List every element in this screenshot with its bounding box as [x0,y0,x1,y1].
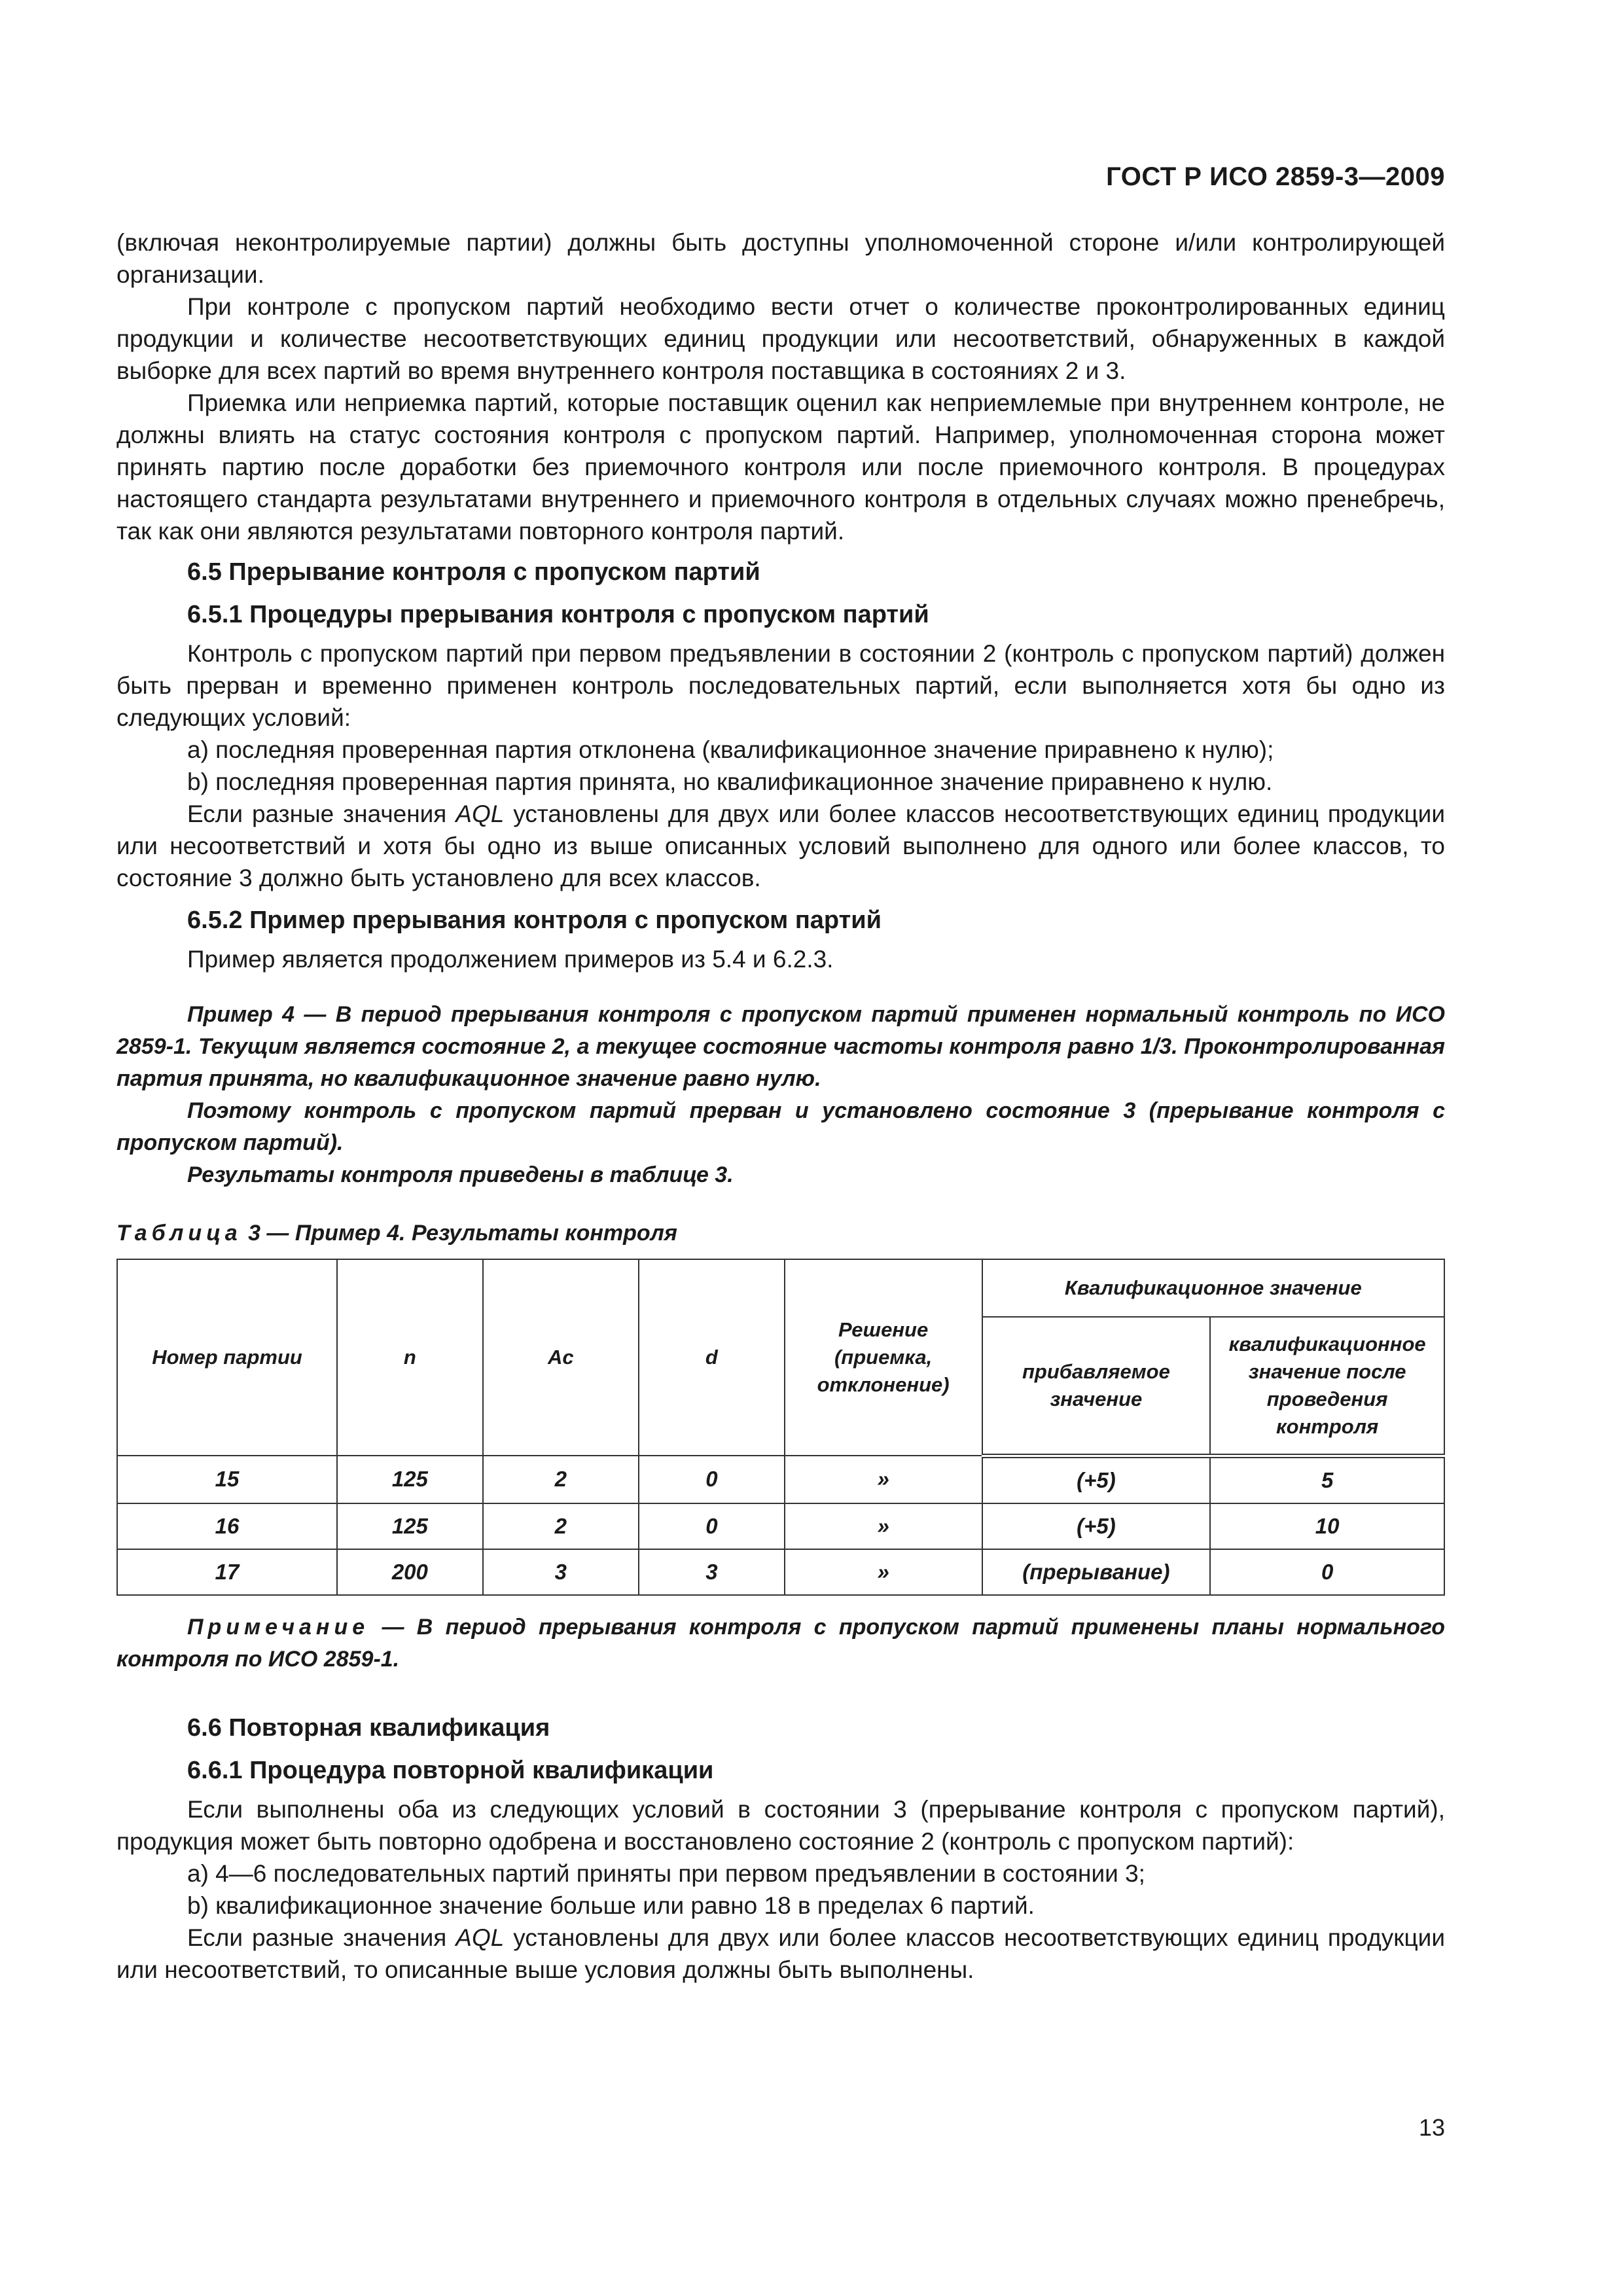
table-cell: 3 [639,1549,785,1595]
header-ac: Ac [483,1259,639,1456]
aql-term: AQL [455,800,505,827]
header-qualification-group: Квалификационное значение [982,1259,1444,1317]
table-cell: 200 [337,1549,483,1595]
table-cell: (+5) [982,1456,1211,1503]
paragraph: Пример является продолжением примеров из 5.4 и 6.2.3. [187,946,834,973]
table-row [117,1503,1444,1549]
table-note-text: — В период прерывания контроля с пропуском партий применены планы нормального контроля по ИСО 2859-1. [116,1614,1445,1672]
header-decision: Решение (приемка, отклонение) [785,1259,982,1456]
header-d: d [639,1259,785,1456]
list-item: b) последняя проверенная партия принята, но квалификационное значение приравнено к нулю. [187,768,1273,795]
paragraph-aql [116,1922,1445,1986]
section-title-6-6-1: 6.6.1 Процедура повторной квалификации [187,1756,714,1784]
table-cell: 2 [483,1456,639,1503]
table-caption-text: 3 — Пример 4. Результаты контроля [241,1221,677,1246]
page-number: 13 [1418,2114,1445,2141]
table-cell: 16 [117,1503,337,1549]
document-page [116,0,1445,2296]
text-span: Если разные значения [187,800,456,827]
text-span: установлены для двух или более классов несоответствующих единиц продукции или несоответствий, то описанные выше условия должны быть выполнены. [116,1924,1445,1983]
table-cell: 2 [483,1503,639,1549]
table-cell: 15 [117,1456,337,1503]
table-caption [116,1217,1445,1249]
header-lot-number: Номер партии [117,1259,337,1456]
table-cell: 5 [1210,1456,1444,1503]
section-title-6-5-2: 6.5.2 Пример прерывания контроля с пропуском партий [187,906,882,934]
example-paragraph: Результаты контроля приведены в таблице 3. [187,1162,734,1187]
results-table [116,1259,1445,1596]
list-item: a) 4—6 последовательных партий приняты при первом предъявлении в состоянии 3; [187,1859,1145,1887]
table-cell: » [785,1456,982,1503]
table-cell: » [785,1549,982,1595]
example-paragraph: Поэтому контроль с пропуском партий прерван и установлено состояние 3 (прерывание контроля с пропуском партий). [116,1098,1445,1155]
section-title-6-6: 6.6 Повторная квалификация [187,1713,550,1742]
table-cell: 17 [117,1549,337,1595]
table-cell: 0 [639,1503,785,1549]
document-body [116,226,1445,1986]
text-span: установлены для двух или более классов несоответствующих единиц продукции или несоответствий и хотя бы одно из выше описанных условий выполнено для одного или более классов, то состояние 3 должно быть установлено для всех классов. [116,800,1445,891]
section-title-6-5-1: 6.5.1 Процедуры прерывания контроля с пропуском партий [187,601,929,628]
paragraph: Контроль с пропуском партий при первом предъявлении в состоянии 2 (контроль с пропуском партий) должен быть прерван и временно применен контроль последовательных партий, если выполняется хотя бы одно из следующих условий: [116,640,1445,731]
table-note [116,1611,1445,1676]
table-cell: 125 [337,1503,483,1549]
table-cell: 0 [1210,1549,1444,1595]
table-cell: 0 [639,1456,785,1503]
paragraph: При контроле с пропуском партий необходимо вести отчет о количестве проконтролированных единиц продукции и количестве несоответствующих единиц продукции или несоответствий, обнаруженных в каждой выборке для всех партий во время внутреннего контроля поставщика в состояниях 2 и 3. [116,293,1445,384]
paragraph-continuation: (включая неконтролируемые партии) должны быть доступны уполномоченной стороне и/или контролирующей организации. [116,229,1445,288]
list-item: a) последняя проверенная партия отклонена (квалификационное значение приравнено к нулю); [187,736,1274,763]
table-cell: (+5) [982,1503,1211,1549]
paragraph: Приемка или неприемка партий, которые поставщик оценил как неприемлемые при внутреннем контроле, не должны влиять на статус состояния контроля с пропуском партий. Например, уполномоченная сторона может принять партию после доработки без приемочного контроля или после приемочного контроля. В процедурах настоящего стандарта результатами внутреннего и приемочного контроля в отдельных случаях можно пренебречь, так как они являются результатами повторного контроля партий. [116,389,1445,545]
example-paragraph: Пример 4 — В период прерывания контроля с пропуском партий применен нормальный контроль по ИСО 2859-1. Текущим является состояние 2, а текущее состояние частоты контроля равно 1/3. Проконтролированная партия принята, но квалификационное значение равно нулю. [116,1002,1445,1091]
table-row [117,1456,1444,1503]
paragraph-aql [116,798,1445,894]
text-span: Если разные значения [187,1924,456,1951]
header-added-value: прибавляемое значение [982,1317,1211,1456]
section-title-6-5: 6.5 Прерывание контроля с пропуском партий [187,558,760,586]
standard-code-header: ГОСТ Р ИСО 2859-3—2009 [1106,162,1445,191]
table-cell: (прерывание) [982,1549,1211,1595]
aql-term: AQL [455,1924,505,1951]
table-cell: 10 [1210,1503,1444,1549]
table-row [117,1549,1444,1595]
table-cell: » [785,1503,982,1549]
table-cell: 125 [337,1456,483,1503]
header-n: n [337,1259,483,1456]
table-cell: 3 [483,1549,639,1595]
paragraph: Если выполнены оба из следующих условий в состоянии 3 (прерывание контроля с пропуском партий), продукция может быть повторно одобрена и восстановлено состояние 2 (контроль с пропуском партий): [116,1795,1445,1855]
table-caption-label: Таблица [116,1221,242,1246]
header-value-after: квалификационное значение после проведения контроля [1210,1317,1444,1456]
table-note-label: Примечание [187,1614,370,1640]
list-item: b) квалификационное значение больше или равно 18 в пределах 6 партий. [187,1892,1035,1919]
